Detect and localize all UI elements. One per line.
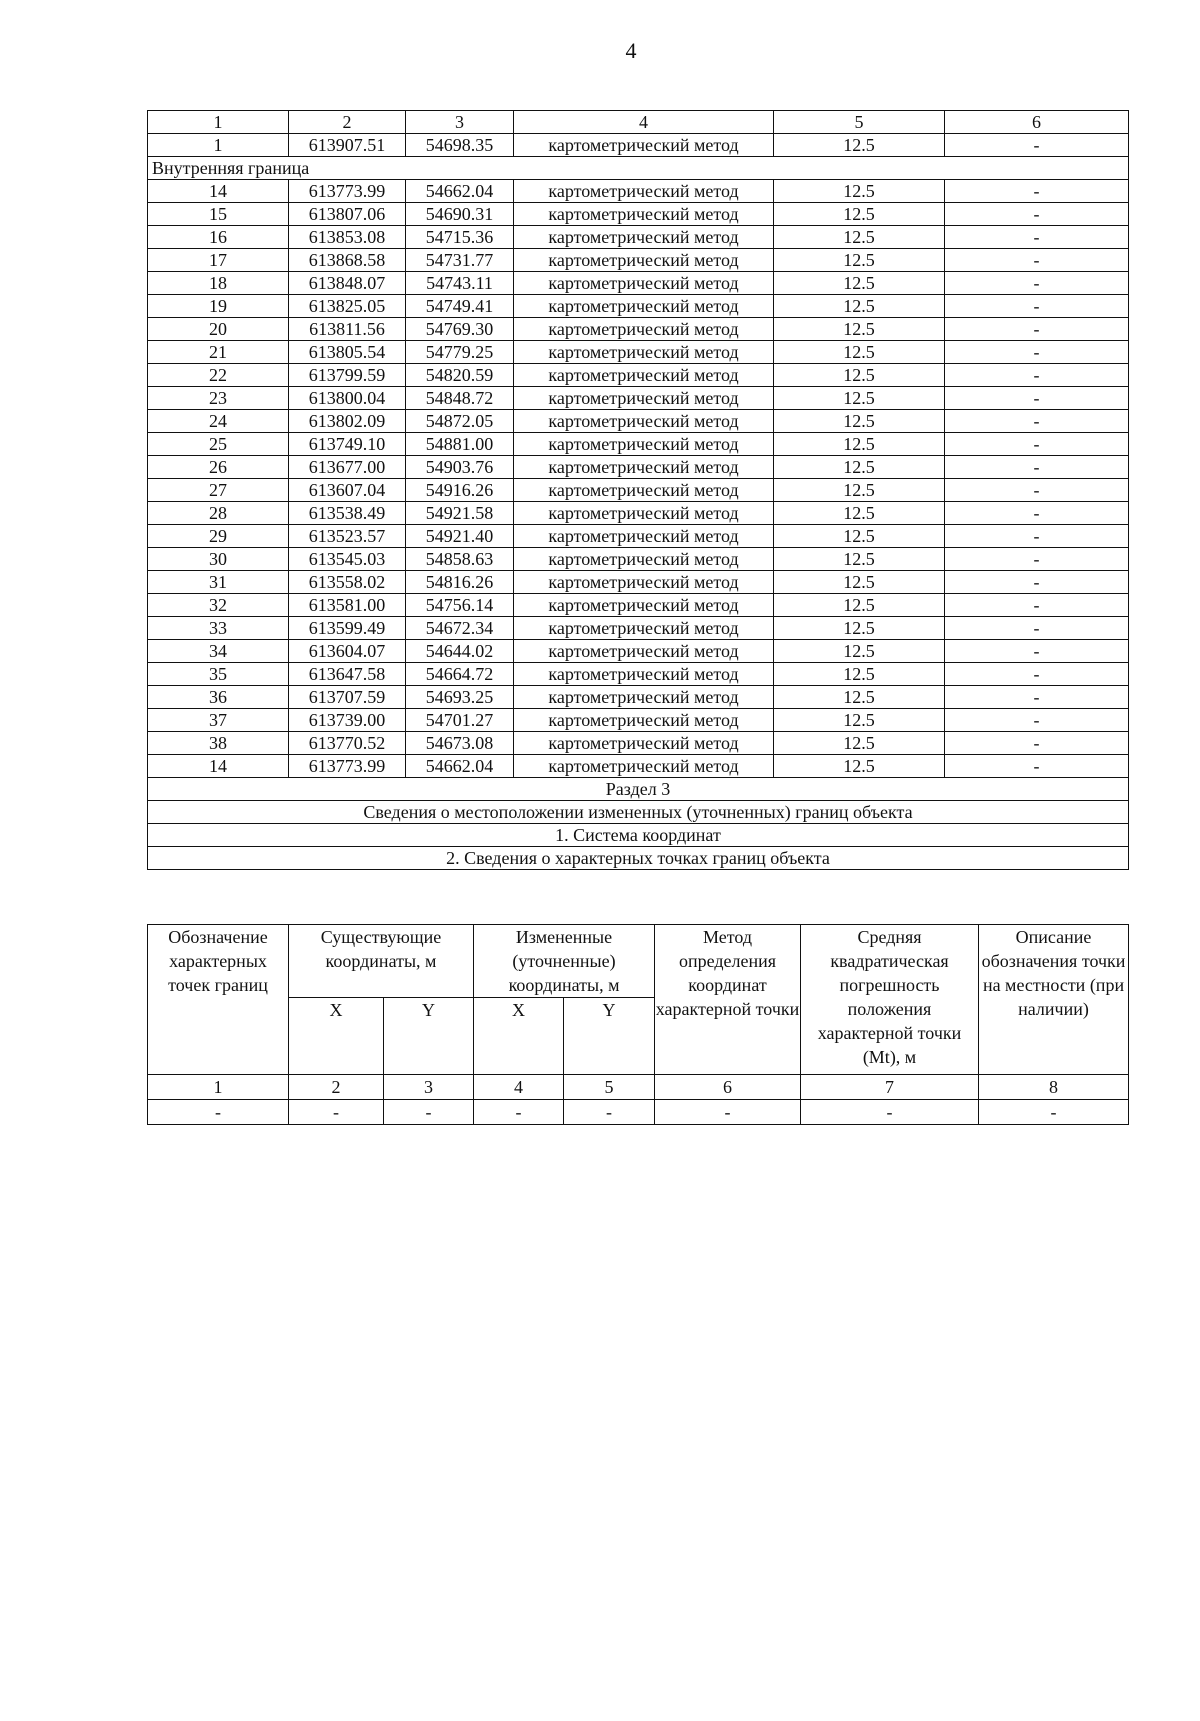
coordinate-y: 54701.27 [406,709,514,732]
point-number: 17 [148,249,289,272]
description: - [945,410,1129,433]
coordinate-y: 54662.04 [406,180,514,203]
coordinate-y: 54662.04 [406,755,514,778]
description: - [945,249,1129,272]
description: - [945,433,1129,456]
header-row [148,925,1129,998]
header-existing-x: X [289,998,384,1075]
method: картометрический метод [514,295,774,318]
table-row [148,525,1129,548]
accuracy: 12.5 [774,456,945,479]
method: картометрический метод [514,686,774,709]
cell-value: - [801,1100,979,1125]
cell-value: - [289,1100,384,1125]
column-number: 6 [655,1075,801,1100]
coordinate-y: 54779.25 [406,341,514,364]
column-number-row [148,1075,1129,1100]
header-existing-coords: Существующие координаты, м [289,925,474,998]
description: - [945,663,1129,686]
table-row [148,134,1129,157]
point-number: 24 [148,410,289,433]
cell-value: - [564,1100,655,1125]
table-row [148,295,1129,318]
table-row [148,318,1129,341]
points-title: 2. Сведения о характерных точках границ объекта [148,847,1129,870]
coordinate-y: 54731.77 [406,249,514,272]
description: - [945,134,1129,157]
coordinate-y: 54756.14 [406,594,514,617]
point-number: 27 [148,479,289,502]
description: - [945,594,1129,617]
method: картометрический метод [514,249,774,272]
method: картометрический метод [514,364,774,387]
accuracy: 12.5 [774,364,945,387]
method: картометрический метод [514,732,774,755]
point-number: 19 [148,295,289,318]
header-changed-y: Y [564,998,655,1075]
point-number: 22 [148,364,289,387]
accuracy: 12.5 [774,226,945,249]
cell-value: - [474,1100,564,1125]
method: картометрический метод [514,663,774,686]
coordinate-x: 613807.06 [289,203,406,226]
point-number: 16 [148,226,289,249]
point-number: 33 [148,617,289,640]
coordinate-x: 613558.02 [289,571,406,594]
method: картометрический метод [514,548,774,571]
description: - [945,732,1129,755]
column-number: 2 [289,1075,384,1100]
accuracy: 12.5 [774,134,945,157]
description: - [945,479,1129,502]
point-number: 23 [148,387,289,410]
column-number: 6 [945,111,1129,134]
description: - [945,640,1129,663]
cell-value: - [148,1100,289,1125]
point-number: 18 [148,272,289,295]
table-row [148,663,1129,686]
section-subtitle-row [148,801,1129,824]
method: картометрический метод [514,134,774,157]
column-number: 5 [774,111,945,134]
coordinate-y: 54769.30 [406,318,514,341]
coord-system-row [148,824,1129,847]
point-number: 34 [148,640,289,663]
header-designation: Обозначение характерных точек границ [148,925,289,1075]
accuracy: 12.5 [774,571,945,594]
table-row [148,571,1129,594]
coordinate-x: 613739.00 [289,709,406,732]
coordinate-x: 613848.07 [289,272,406,295]
point-number: 14 [148,755,289,778]
table-row [148,456,1129,479]
method: картометрический метод [514,226,774,249]
description: - [945,272,1129,295]
coordinate-x: 613773.99 [289,755,406,778]
method: картометрический метод [514,617,774,640]
page-number: 4 [625,38,637,63]
coordinate-x: 613647.58 [289,663,406,686]
table-row [148,341,1129,364]
column-number: 8 [979,1075,1129,1100]
method: картометрический метод [514,410,774,433]
cell-value: - [384,1100,474,1125]
cell-value: - [655,1100,801,1125]
coordinate-y: 54921.40 [406,525,514,548]
column-number-row [148,111,1129,134]
accuracy: 12.5 [774,502,945,525]
accuracy: 12.5 [774,410,945,433]
coordinate-x: 613907.51 [289,134,406,157]
coordinate-x: 613599.49 [289,617,406,640]
accuracy: 12.5 [774,249,945,272]
coordinate-y: 54903.76 [406,456,514,479]
table-row [148,502,1129,525]
coordinate-x: 613805.54 [289,341,406,364]
description: - [945,755,1129,778]
table-row [148,617,1129,640]
coordinate-x: 613773.99 [289,180,406,203]
coordinate-y: 54743.11 [406,272,514,295]
table-row [148,709,1129,732]
coordinate-y: 54872.05 [406,410,514,433]
description: - [945,180,1129,203]
accuracy: 12.5 [774,594,945,617]
coordinate-x: 613604.07 [289,640,406,663]
method: картометрический метод [514,433,774,456]
method: картометрический метод [514,502,774,525]
table-row [148,203,1129,226]
method: картометрический метод [514,640,774,663]
coordinate-y: 54672.34 [406,617,514,640]
column-number: 1 [148,111,289,134]
accuracy: 12.5 [774,525,945,548]
coordinate-y: 54816.26 [406,571,514,594]
table-row [148,433,1129,456]
method: картометрический метод [514,525,774,548]
point-number: 15 [148,203,289,226]
column-number: 2 [289,111,406,134]
header-changed-x: X [474,998,564,1075]
coordinate-x: 613802.09 [289,410,406,433]
coordinate-x: 613800.04 [289,387,406,410]
coordinate-x: 613523.57 [289,525,406,548]
accuracy: 12.5 [774,180,945,203]
method: картометрический метод [514,203,774,226]
coordinate-x: 613811.56 [289,318,406,341]
accuracy: 12.5 [774,548,945,571]
coordinate-y: 54644.02 [406,640,514,663]
description: - [945,456,1129,479]
table-row [148,640,1129,663]
point-number: 28 [148,502,289,525]
description: - [945,318,1129,341]
table-row [148,387,1129,410]
table-row [148,272,1129,295]
description: - [945,295,1129,318]
column-number: 1 [148,1075,289,1100]
coordinate-x: 613607.04 [289,479,406,502]
accuracy: 12.5 [774,732,945,755]
coordinate-y: 54916.26 [406,479,514,502]
coordinate-y: 54881.00 [406,433,514,456]
table-row [148,755,1129,778]
coordinate-x: 613707.59 [289,686,406,709]
table-row [148,226,1129,249]
method: картометрический метод [514,571,774,594]
accuracy: 12.5 [774,663,945,686]
column-number: 3 [406,111,514,134]
coordinate-y: 54848.72 [406,387,514,410]
coordinate-x: 613868.58 [289,249,406,272]
description: - [945,226,1129,249]
coordinate-x: 613749.10 [289,433,406,456]
method: картометрический метод [514,272,774,295]
table-row [148,732,1129,755]
point-number: 36 [148,686,289,709]
description: - [945,709,1129,732]
point-number: 25 [148,433,289,456]
description: - [945,686,1129,709]
table-row [148,364,1129,387]
table-row [148,686,1129,709]
header-description: Описание обозначения точки на местности (при наличии) [979,925,1129,1075]
table-row [148,180,1129,203]
method: картометрический метод [514,479,774,502]
coord-system-title: 1. Система координат [148,824,1129,847]
coordinate-x: 613853.08 [289,226,406,249]
coordinate-x: 613799.59 [289,364,406,387]
point-number: 30 [148,548,289,571]
column-number: 5 [564,1075,655,1100]
accuracy: 12.5 [774,640,945,663]
coordinate-y: 54715.36 [406,226,514,249]
cell-value: - [979,1100,1129,1125]
coordinate-y: 54693.25 [406,686,514,709]
table-row [148,548,1129,571]
accuracy: 12.5 [774,341,945,364]
point-number: 32 [148,594,289,617]
column-number: 4 [474,1075,564,1100]
accuracy: 12.5 [774,295,945,318]
table-row [148,594,1129,617]
description: - [945,571,1129,594]
point-number: 38 [148,732,289,755]
accuracy: 12.5 [774,617,945,640]
method: картометрический метод [514,594,774,617]
accuracy: 12.5 [774,479,945,502]
inner-boundary-label: Внутренняя граница [148,157,1129,180]
coordinate-y: 54749.41 [406,295,514,318]
coordinate-y: 54820.59 [406,364,514,387]
description: - [945,203,1129,226]
point-number: 14 [148,180,289,203]
column-number: 7 [801,1075,979,1100]
column-number: 3 [384,1075,474,1100]
table-row [148,1100,1129,1125]
description: - [945,548,1129,571]
section-title: Раздел 3 [148,778,1129,801]
changed-points-table [147,924,1129,1125]
point-number: 37 [148,709,289,732]
description: - [945,617,1129,640]
coordinate-x: 613581.00 [289,594,406,617]
boundary-points-table [147,110,1129,870]
coordinate-y: 54858.63 [406,548,514,571]
method: картометрический метод [514,387,774,410]
description: - [945,502,1129,525]
accuracy: 12.5 [774,755,945,778]
coordinate-y: 54673.08 [406,732,514,755]
accuracy: 12.5 [774,709,945,732]
method: картометрический метод [514,180,774,203]
accuracy: 12.5 [774,686,945,709]
accuracy: 12.5 [774,272,945,295]
point-number: 20 [148,318,289,341]
point-number: 26 [148,456,289,479]
description: - [945,364,1129,387]
header-accuracy: Средняя квадратическая погрешность положения характерной точки (Mt), м [801,925,979,1075]
point-number: 21 [148,341,289,364]
coordinate-y: 54690.31 [406,203,514,226]
accuracy: 12.5 [774,318,945,341]
coordinate-x: 613677.00 [289,456,406,479]
coordinate-y: 54698.35 [406,134,514,157]
accuracy: 12.5 [774,203,945,226]
table-row [148,249,1129,272]
coordinate-y: 54664.72 [406,663,514,686]
accuracy: 12.5 [774,433,945,456]
method: картометрический метод [514,341,774,364]
point-number: 1 [148,134,289,157]
inner-boundary-row [148,157,1129,180]
description: - [945,525,1129,548]
table-row [148,410,1129,433]
point-number: 35 [148,663,289,686]
method: картометрический метод [514,709,774,732]
point-number: 31 [148,571,289,594]
points-title-row [148,847,1129,870]
coordinate-y: 54921.58 [406,502,514,525]
column-number: 4 [514,111,774,134]
header-method: Метод определения координат характерной точки [655,925,801,1075]
method: картометрический метод [514,755,774,778]
description: - [945,341,1129,364]
coordinate-x: 613770.52 [289,732,406,755]
coordinate-x: 613538.49 [289,502,406,525]
section-subtitle: Сведения о местоположении измененных (уточненных) границ объекта [148,801,1129,824]
point-number: 29 [148,525,289,548]
method: картометрический метод [514,456,774,479]
header-existing-y: Y [384,998,474,1075]
description: - [945,387,1129,410]
header-changed-coords: Измененные (уточненные) координаты, м [474,925,655,998]
accuracy: 12.5 [774,387,945,410]
coordinate-x: 613545.03 [289,548,406,571]
table-row [148,479,1129,502]
method: картометрический метод [514,318,774,341]
coordinate-x: 613825.05 [289,295,406,318]
section-title-row [148,778,1129,801]
